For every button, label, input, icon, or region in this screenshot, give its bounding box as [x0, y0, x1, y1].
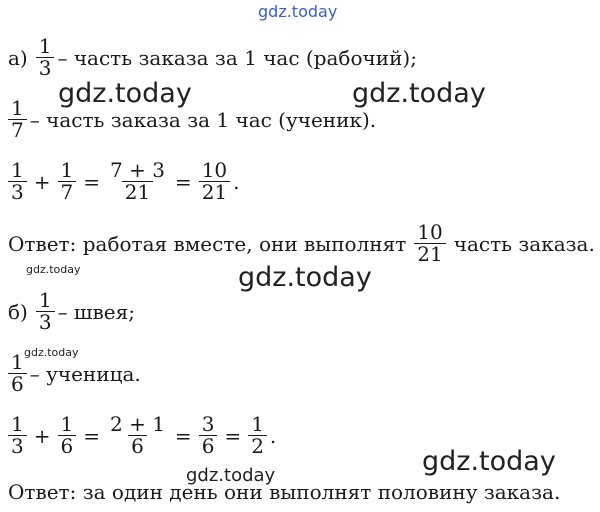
part-b-label: б) — [8, 299, 28, 324]
worker-text: – часть заказа за 1 час (рабочий); — [57, 45, 417, 70]
part-a-answer: Ответ: работая вместе, они выполнят $\frac{10}{21}$ часть заказа. — [8, 220, 595, 266]
worker-fraction: $\frac{1}{3}$ — [36, 36, 55, 79]
watermark: gdz.today — [422, 446, 556, 477]
part-b-answer: Ответ: за один день они выполнят половину заказа. — [8, 480, 561, 504]
part-b-worker-line: б) $\frac{1}{3}$ – швея; — [8, 288, 135, 334]
part-a-calculation: $\frac{1}{3}$ + $\frac{1}{7}$ = $\frac{7 + 3}{21}$ = $\frac{10}{21}$ . — [8, 160, 240, 203]
part-a-label: а) — [8, 45, 28, 70]
answer-fraction: $\frac{10}{21}$ — [414, 222, 445, 265]
part-b-calculation: $\frac{1}{3}$ + $\frac{1}{6}$ = $\frac{2 + 1}{6}$ = $\frac{3}{6}$ = $\frac{1}{2}$ . — [8, 414, 276, 457]
watermark: gdz.today — [352, 78, 486, 109]
watermark: gdz.today — [26, 263, 81, 276]
watermark-top: gdz.today — [258, 2, 338, 21]
watermark: gdz.today — [186, 465, 276, 486]
watermark: gdz.today — [58, 78, 192, 109]
watermark: gdz.today — [24, 346, 79, 359]
student-fraction: $\frac{1}{7}$ — [8, 98, 27, 141]
student-text: – часть заказа за 1 час (ученик). — [29, 107, 377, 132]
part-a-student-line — [8, 98, 376, 141]
part-b-student-line: $\frac{1}{6}$ – ученица. — [8, 352, 141, 395]
watermark: gdz.today — [238, 262, 372, 293]
part-a-worker-line — [8, 36, 417, 79]
